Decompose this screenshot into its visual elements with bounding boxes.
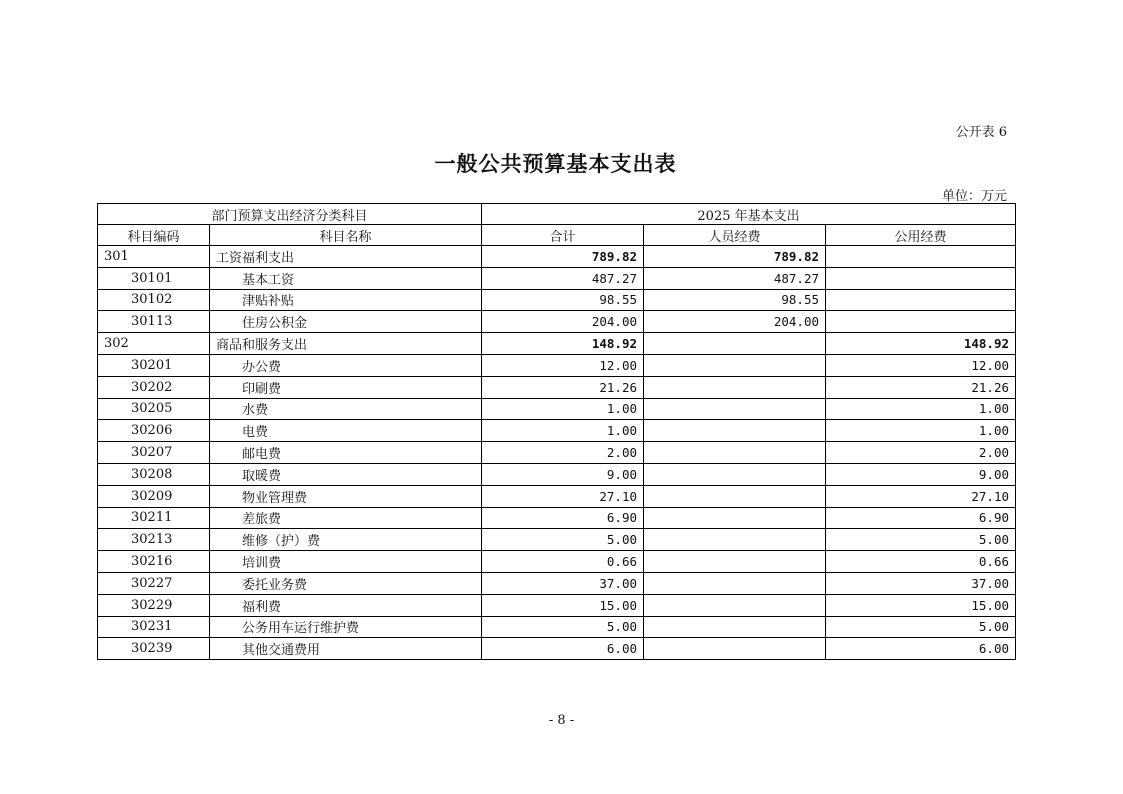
- name-cell: 差旅费: [210, 507, 482, 529]
- code-cell: 30202: [98, 376, 210, 398]
- public-cell: [826, 246, 1016, 268]
- name-cell: 商品和服务支出: [210, 333, 482, 355]
- total-cell: 1.00: [482, 398, 644, 420]
- code-cell: 30213: [98, 529, 210, 551]
- public-cell: 27.10: [826, 485, 1016, 507]
- header-basic-expenditure: 2025 年基本支出: [482, 204, 1016, 225]
- name-cell: 住房公积金: [210, 311, 482, 333]
- table-row: [98, 485, 1016, 507]
- code-cell: 30205: [98, 398, 210, 420]
- table-row: [98, 246, 1016, 268]
- name-cell: 公务用车运行维护费: [210, 616, 482, 638]
- public-cell: 148.92: [826, 333, 1016, 355]
- total-cell: 12.00: [482, 354, 644, 376]
- public-cell: 0.66: [826, 551, 1016, 573]
- table-row: [98, 616, 1016, 638]
- form-number: 公开表 6: [955, 125, 1007, 140]
- table-row: [98, 638, 1016, 660]
- total-cell: 15.00: [482, 594, 644, 616]
- code-cell: 30101: [98, 267, 210, 289]
- name-cell: 电费: [210, 420, 482, 442]
- public-cell: 6.90: [826, 507, 1016, 529]
- public-cell: 15.00: [826, 594, 1016, 616]
- total-cell: 789.82: [482, 246, 644, 268]
- code-cell: 30209: [98, 485, 210, 507]
- total-cell: 37.00: [482, 572, 644, 594]
- code-cell: 30208: [98, 463, 210, 485]
- personnel-cell: [644, 529, 826, 551]
- code-cell: 30113: [98, 311, 210, 333]
- code-cell: 30229: [98, 594, 210, 616]
- total-cell: 2.00: [482, 442, 644, 464]
- public-cell: [826, 267, 1016, 289]
- table-row: [98, 594, 1016, 616]
- code-cell: 30239: [98, 638, 210, 660]
- public-cell: 21.26: [826, 376, 1016, 398]
- name-cell: 培训费: [210, 551, 482, 573]
- personnel-cell: [644, 572, 826, 594]
- total-cell: 98.55: [482, 289, 644, 311]
- public-cell: 5.00: [826, 529, 1016, 551]
- personnel-cell: [644, 376, 826, 398]
- code-cell: 30102: [98, 289, 210, 311]
- name-cell: 取暖费: [210, 463, 482, 485]
- total-cell: 204.00: [482, 311, 644, 333]
- personnel-cell: [644, 485, 826, 507]
- personnel-cell: 98.55: [644, 289, 826, 311]
- total-cell: 148.92: [482, 333, 644, 355]
- public-cell: 9.00: [826, 463, 1016, 485]
- personnel-cell: [644, 420, 826, 442]
- personnel-cell: [644, 616, 826, 638]
- public-cell: 12.00: [826, 354, 1016, 376]
- code-cell: 30211: [98, 507, 210, 529]
- unit-label: 单位：万元: [941, 189, 1007, 204]
- table-row: [98, 463, 1016, 485]
- table-row: [98, 507, 1016, 529]
- personnel-cell: [644, 398, 826, 420]
- name-cell: 印刷费: [210, 376, 482, 398]
- header-name: 科目名称: [210, 225, 482, 246]
- name-cell: 物业管理费: [210, 485, 482, 507]
- name-cell: 委托业务费: [210, 572, 482, 594]
- table-row: [98, 354, 1016, 376]
- name-cell: 福利费: [210, 594, 482, 616]
- total-cell: 5.00: [482, 529, 644, 551]
- header-total: 合计: [482, 225, 644, 246]
- header-personnel: 人员经费: [644, 225, 826, 246]
- name-cell: 其他交通费用: [210, 638, 482, 660]
- table-row: [98, 572, 1016, 594]
- total-cell: 5.00: [482, 616, 644, 638]
- personnel-cell: [644, 638, 826, 660]
- name-cell: 办公费: [210, 354, 482, 376]
- public-cell: 1.00: [826, 420, 1016, 442]
- code-cell: 30201: [98, 354, 210, 376]
- total-cell: 1.00: [482, 420, 644, 442]
- table-header: [98, 204, 1016, 246]
- name-cell: 邮电费: [210, 442, 482, 464]
- table-row: [98, 311, 1016, 333]
- total-cell: 0.66: [482, 551, 644, 573]
- personnel-cell: 789.82: [644, 246, 826, 268]
- public-cell: 5.00: [826, 616, 1016, 638]
- name-cell: 津贴补贴: [210, 289, 482, 311]
- total-cell: 21.26: [482, 376, 644, 398]
- code-cell: 30231: [98, 616, 210, 638]
- total-cell: 9.00: [482, 463, 644, 485]
- code-cell: 30206: [98, 420, 210, 442]
- public-cell: 1.00: [826, 398, 1016, 420]
- personnel-cell: [644, 463, 826, 485]
- table-row: [98, 420, 1016, 442]
- table-row: [98, 289, 1016, 311]
- public-cell: 6.00: [826, 638, 1016, 660]
- table-row: [98, 267, 1016, 289]
- header-economic-class: 部门预算支出经济分类科目: [98, 204, 482, 225]
- personnel-cell: [644, 442, 826, 464]
- table-row: [98, 398, 1016, 420]
- total-cell: 6.00: [482, 638, 644, 660]
- page-number: - 8 -: [548, 713, 575, 728]
- code-cell: 30227: [98, 572, 210, 594]
- public-cell: [826, 289, 1016, 311]
- name-cell: 工资福利支出: [210, 246, 482, 268]
- name-cell: 基本工资: [210, 267, 482, 289]
- personnel-cell: [644, 594, 826, 616]
- page-title: 一般公共预算基本支出表: [434, 152, 677, 176]
- code-cell: 30216: [98, 551, 210, 573]
- public-cell: 2.00: [826, 442, 1016, 464]
- total-cell: 487.27: [482, 267, 644, 289]
- public-cell: [826, 311, 1016, 333]
- table-row: [98, 551, 1016, 573]
- table-row: [98, 442, 1016, 464]
- personnel-cell: 487.27: [644, 267, 826, 289]
- table-body: [98, 246, 1016, 660]
- table-row: [98, 529, 1016, 551]
- personnel-cell: [644, 551, 826, 573]
- name-cell: 水费: [210, 398, 482, 420]
- header-code: 科目编码: [98, 225, 210, 246]
- header-public: 公用经费: [826, 225, 1016, 246]
- personnel-cell: [644, 333, 826, 355]
- code-cell: 30207: [98, 442, 210, 464]
- total-cell: 6.90: [482, 507, 644, 529]
- personnel-cell: 204.00: [644, 311, 826, 333]
- table-row: [98, 333, 1016, 355]
- total-cell: 27.10: [482, 485, 644, 507]
- budget-table: [97, 203, 1016, 660]
- code-cell: 301: [98, 246, 210, 268]
- public-cell: 37.00: [826, 572, 1016, 594]
- personnel-cell: [644, 507, 826, 529]
- table-row: [98, 376, 1016, 398]
- name-cell: 维修（护）费: [210, 529, 482, 551]
- personnel-cell: [644, 354, 826, 376]
- code-cell: 302: [98, 333, 210, 355]
